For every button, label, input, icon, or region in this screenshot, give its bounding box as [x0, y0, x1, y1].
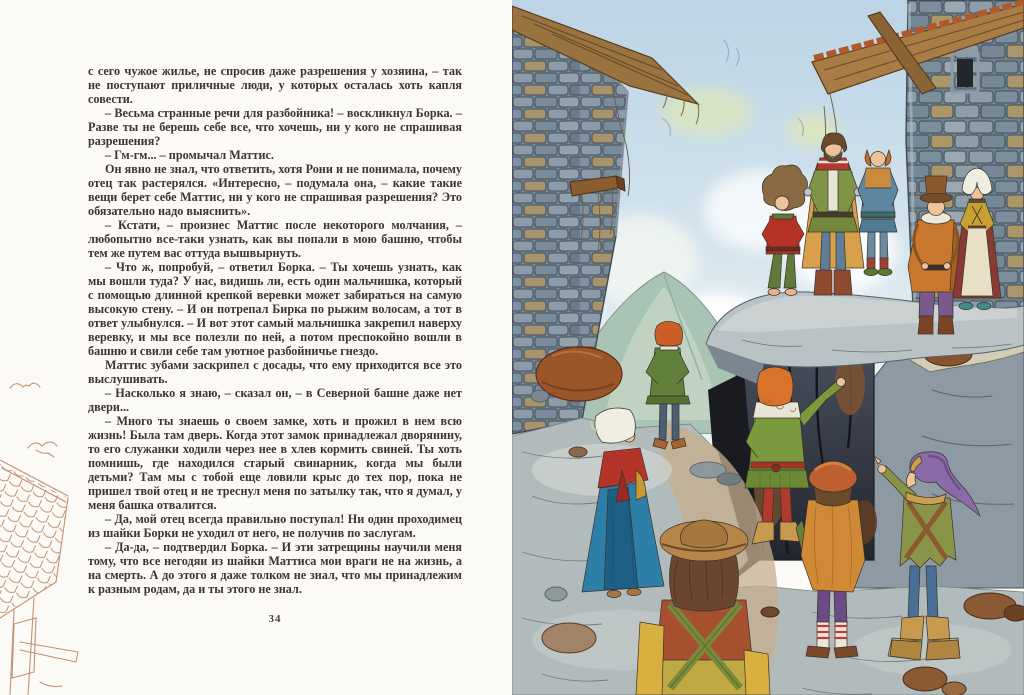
right-page-illustration — [512, 0, 1024, 695]
bird-icon — [28, 442, 57, 457]
bird-icon — [10, 383, 40, 388]
margin-sketch-roof-and-birds — [0, 372, 118, 695]
roof-sketch — [0, 460, 78, 695]
illustration-canvas — [512, 0, 1024, 695]
paragraph: – Гм-гм... – промычал Маттис. — [105, 148, 274, 162]
paragraph: – Что ж, попробуй, – ответил Борка. – Ты хочешь узнать, как мы вошли туда? У нас, видишь ли, есть один мальчишка, который с помощью длинной крепкой веревки может забираться на самую высокую стену. – И он потрепал Бирка по рыжим волосам, а тот в ответ улыбнулся. – И вот этот самый мальчишка закрепил наверху веревку, и мы все полезли по ней, а потом преспокойно вошли в башню и свили себе там уютное разбойничье гнездо. — [88, 260, 462, 358]
paragraph: Он явно не знал, что ответить, хотя Рони и не понимала, почему отец так растерялся. «Интересно, – подумала она, – какие такие вещи берет себе Маттис, ни у кого не спрашивая разрешения? Это обязательно надо выяснить». — [88, 162, 462, 218]
paragraph: – Кстати, – произнес Маттис после некоторого молчания, – любопытно все-таки узнать, как вы попали в мою башню, чтобы тем же путем вас оттуда вышвырнуть. — [88, 218, 462, 260]
paragraph: – Много ты знаешь о своем замке, хоть и прожил в нем всю жизнь! Была там дверь. Когда этот замок принадлежал дворянину, то его служанки ходили через нее в хлев кормить свиней. Ты хоть помнишь, где находился старый свинарник, когда мы были детьми? Там мы с тобой еще ловили крыс до тех пор, пока не пришел твой отец и не треснул меня по затылку так, что я думал, у меня башка отвалится. — [88, 414, 462, 512]
text-block — [88, 64, 462, 596]
paragraph: – Да-да, – подтвердил Борка. – И эти затрещины научили меня тому, что все негодяи из шайки Маттиса мои враги не на жизнь, а на смерть. А до этого я даже толком не знал, что мы принадлежим к разным родам, да и ты этого не знал. — [88, 540, 462, 596]
paragraph: – Насколько я знаю, – сказал он, – в Северной башне даже нет двери... — [88, 386, 462, 414]
paragraph: – Весьма странные речи для разбойника! – воскликнул Борка. – Разве ты не берешь себе все, что хочешь, ни у кого не спрашивая разрешения? — [88, 106, 462, 148]
page-number: 34 — [268, 613, 282, 625]
paragraph: – Да, мой отец всегда правильно поступал! Ни один проходимец из шайки Борки не уходил от него, не получив по заслугам. — [88, 512, 462, 540]
tower-window — [957, 59, 973, 87]
paragraph: Маттис зубами заскрипел с досады, что ему приходится все это выслушивать. — [88, 358, 462, 386]
paragraph: с сего чужое жилье, не спросив даже разрешения у хозяина, – так не поступают приличные люди, у которых осталась хоть капля совести. — [88, 64, 462, 106]
